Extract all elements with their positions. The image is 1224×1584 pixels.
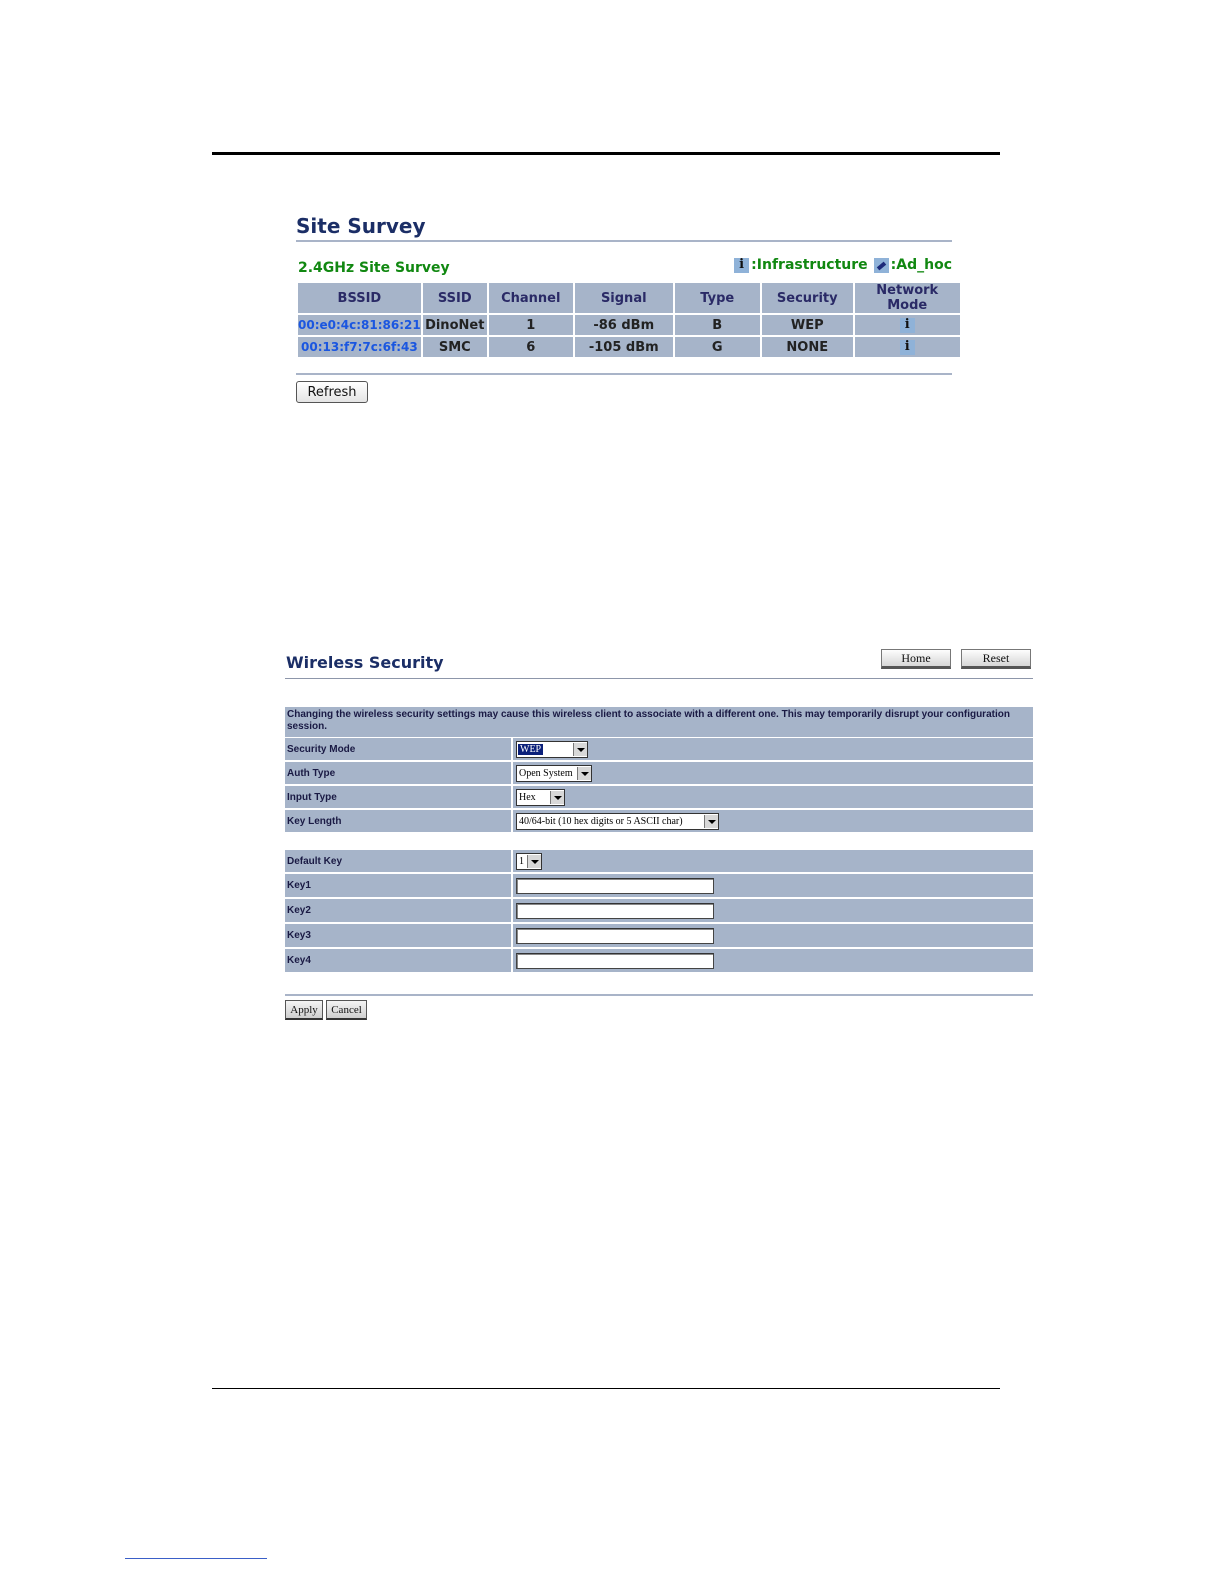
wireless-security-title: Wireless Security: [286, 653, 444, 672]
page-top-rule: [212, 152, 1000, 155]
col-header-security: Security: [762, 283, 853, 313]
col-header-network-mode: Network Mode: [855, 283, 960, 313]
auth-type-select[interactable]: Open System: [516, 765, 592, 782]
security-mode-select[interactable]: WEP: [516, 741, 588, 758]
key1-row: [285, 874, 1033, 897]
channel-cell: 1: [489, 315, 573, 335]
default-key-select[interactable]: 1: [516, 853, 542, 870]
key4-row: [285, 949, 1033, 972]
refresh-button[interactable]: Refresh: [296, 381, 368, 403]
security-cell: NONE: [762, 337, 853, 357]
table-row: [298, 337, 960, 357]
security-warning-notice: Changing the wireless security settings may cause this wireless client to associate with a different one. This may temporarily disrupt your configuration session.: [285, 707, 1033, 737]
chevron-down-icon: [550, 791, 564, 804]
chevron-down-icon: [573, 743, 587, 756]
key2-label: Key2: [285, 899, 513, 922]
legend-infrastructure-label: :Infrastructure: [751, 257, 868, 273]
security-mode-label: Security Mode: [285, 738, 513, 760]
key1-label: Key1: [285, 874, 513, 897]
chevron-down-icon: [704, 815, 718, 828]
input-type-select[interactable]: Hex: [516, 789, 565, 806]
site-survey-title-rule: [296, 240, 952, 242]
reset-button[interactable]: Reset: [961, 649, 1031, 669]
type-cell: B: [675, 315, 760, 335]
network-mode-cell: [855, 337, 960, 357]
col-header-channel: Channel: [489, 283, 573, 313]
bssid-link[interactable]: 00:13:f7:7c:6f:43: [298, 337, 421, 357]
key3-input[interactable]: [516, 928, 714, 944]
key-length-label: Key Length: [285, 810, 513, 832]
col-header-signal: Signal: [575, 283, 673, 313]
key3-row: [285, 924, 1033, 947]
security-cell: WEP: [762, 315, 853, 335]
type-cell: G: [675, 337, 760, 357]
cancel-button[interactable]: Cancel: [326, 1000, 367, 1020]
chevron-down-icon: [527, 855, 541, 868]
col-header-bssid: BSSID: [298, 283, 421, 313]
col-header-ssid: SSID: [423, 283, 487, 313]
signal-cell: -105 dBm: [575, 337, 673, 357]
wireless-security-title-rule: [285, 678, 1033, 679]
network-mode-cell: [855, 315, 960, 335]
key2-row: [285, 899, 1033, 922]
ssid-cell: DinoNet: [423, 315, 487, 335]
band-label: 2.4GHz Site Survey: [298, 260, 450, 276]
security-settings-table: [285, 736, 1033, 834]
legend-adhoc-label: :Ad_hoc: [890, 257, 952, 273]
default-key-label: Default Key: [285, 850, 513, 872]
adhoc-icon: [874, 258, 889, 273]
infrastructure-icon: [900, 340, 915, 355]
key-length-select[interactable]: 40/64-bit (10 hex digits or 5 ASCII char): [516, 813, 719, 830]
infrastructure-icon: [900, 318, 915, 333]
network-mode-legend: [734, 257, 952, 273]
footnote-rule: [125, 1558, 267, 1559]
default-key-row: [285, 850, 1033, 872]
input-type-label: Input Type: [285, 786, 513, 808]
signal-cell: -86 dBm: [575, 315, 673, 335]
apply-button[interactable]: Apply: [285, 1000, 323, 1020]
site-survey-table: [296, 281, 962, 359]
key-length-row: [285, 810, 1033, 832]
wireless-security-bottom-rule: [285, 994, 1033, 996]
table-header-row: [298, 283, 960, 313]
page-bottom-rule: [212, 1388, 1000, 1389]
home-button[interactable]: Home: [881, 649, 951, 669]
security-mode-row: [285, 738, 1033, 760]
input-type-row: [285, 786, 1033, 808]
site-survey-panel: [285, 198, 980, 418]
infrastructure-icon: [734, 258, 749, 273]
col-header-type: Type: [675, 283, 760, 313]
chevron-down-icon: [577, 767, 591, 780]
bssid-link[interactable]: 00:e0:4c:81:86:21: [298, 315, 421, 335]
key2-input[interactable]: [516, 903, 714, 919]
key4-input[interactable]: [516, 953, 714, 969]
ssid-cell: SMC: [423, 337, 487, 357]
key3-label: Key3: [285, 924, 513, 947]
wep-keys-table: [285, 848, 1033, 974]
site-survey-bottom-rule: [296, 373, 952, 375]
key1-input[interactable]: [516, 878, 714, 894]
auth-type-label: Auth Type: [285, 762, 513, 784]
site-survey-title: Site Survey: [296, 214, 426, 238]
channel-cell: 6: [489, 337, 573, 357]
auth-type-row: [285, 762, 1033, 784]
key4-label: Key4: [285, 949, 513, 972]
table-row: [298, 315, 960, 335]
